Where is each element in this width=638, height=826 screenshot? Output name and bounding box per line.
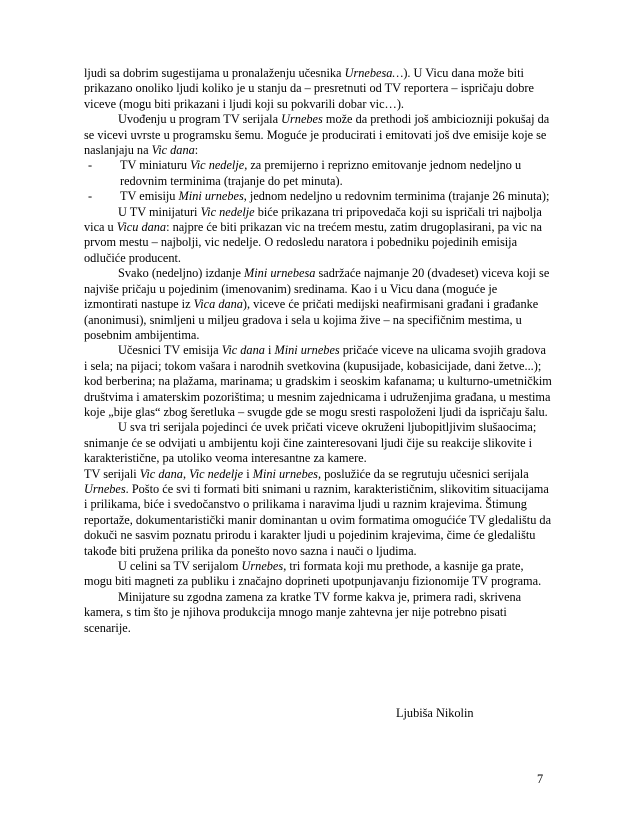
italic-title-text: Vic nedelje (190, 158, 245, 173)
list-dash-marker: - (88, 158, 93, 173)
italic-title-text: Vic dana (151, 143, 195, 158)
text-run: TV serijali (84, 466, 140, 481)
text-run: pričaće viceve na ulicama svojih gradova i sela; na pijaci; tokom vašara i narodnih svetkovina (kupusijade, kobasicijade, dani žetve...); kod berberina; na plažama, marinama; u gradskim i seoskim kafanama; u kulturno-umetničkim društvima i amaterskim pozorištima; u mesnim zajednicama i udruženjima građana, u mestima koje „bije glas“ zbog šeretluka – svugde gde se mogu sresti raspoloženi ljudi da ispričaju šalu. (84, 343, 552, 419)
italic-title-text: Vic nedelje (189, 466, 244, 481)
italic-title-text: Vic dana (139, 466, 183, 481)
text-run: biće prikazana tri pripovedača koji su ispričali tri najbolja vica u (84, 204, 542, 235)
paragraph (84, 266, 552, 343)
text-run: Svako (nedeljno) izdanje (118, 266, 245, 281)
text-run: : (194, 143, 199, 158)
italic-title-text: Urnebes (281, 112, 323, 127)
text-run: TV miniaturu (120, 158, 191, 173)
text-run: i (243, 466, 253, 481)
text-run: poslužiće da se regrutuju učesnici serijala (321, 466, 529, 481)
paragraph (84, 590, 552, 636)
text-run: Minijature su zgodna zamena za kratke TV forme kakva je, primera radi, skrivena kamera, s tim što je njihova produkcija mnogo manje zahtevna jer nije potrebno pisati scenarije. (84, 589, 522, 635)
italic-title-text: Urnebes (241, 559, 284, 573)
paragraphs-before (84, 66, 552, 158)
list-dash-marker: - (88, 189, 93, 204)
italic-title-text: Vica dana (193, 297, 243, 312)
text-run: , tri formata koji mu prethode, a kasnije ga prate, mogu biti magneti za publiku i značajno doprineti upotpunjavanju fizionomije TV programa. (84, 559, 542, 589)
italic-title-text: Urnebesa… (344, 66, 404, 80)
text-run: može da prethodi još ambiciozniji pokušaj da se vicevi uvrste u programsku šemu. Moguće je producirati i emitovati još dve emisije koje se naslanjaju na (84, 112, 550, 158)
text-run: sadržaće najmanje 20 (dvadeset) viceva koji se najviše pričaju u pojedinim (imenovanim) sredinama. Kao i u Vicu dana (moguće je izmontirati nastupe iz (84, 266, 550, 312)
text-run: , (182, 466, 190, 481)
paragraph (84, 559, 552, 590)
text-run: . Pošto će svi ti formati biti snimani u raznim, karakterističnim, slikovitim situacijama i prilikama, biće i svedočanstvo o prilikama i naravima ljudi u raznim krajevima. Štimung reportaže, dokumentaristički manir dominantan u ovim formatima omogućiće TV gledalištu da dokuči ne sasvim poznatu prirodu i karakter ljudi u pojedinim krajevima, čime će gledalištu takođe biti pružena prilika da ponešto novo sazna i nauči o ljudima. (84, 481, 552, 558)
text-run: , za premijerno i reprizno emitovanje jednom nedeljno u redovnim terminima (trajanje do pet minuta). (120, 158, 522, 188)
list-item (84, 189, 552, 204)
text-run: ). U Vicu dana može biti prikazano onoliko ljudi koliko je u stanju da – presretnuti od TV reportera – ispričaju dobre viceve (mogu biti prikazani i ljudi koji su pokvarili dobar vic…). (84, 66, 534, 111)
text-run: ljudi sa dobrim sugestijama u pronalaženju učesnika (84, 66, 345, 80)
list-item (84, 158, 552, 189)
text-run: : najpre će biti prikazan vic na trećem mestu, zatim drugoplasirani, pa vic na prvom mestu – najbolji, vic nedelje. O redosledu naratora i pobedniku pojedinih emisija odlučiće producent. (84, 220, 543, 265)
paragraph (84, 205, 552, 267)
emission-list (84, 158, 552, 204)
italic-title-text: Urnebes (84, 481, 126, 496)
italic-title-text: Mini urnebes (274, 343, 340, 358)
text-run: ), viceve će pričati medijski neafirmisani građani i građanke (anonimusi), snimljeni u miljeu gradova i sela u kojima žive – na specifičnim mestima, u posebnim ambijentima. (84, 297, 539, 342)
paragraph (84, 66, 552, 112)
italic-title-text: Mini urnebesa (244, 266, 316, 281)
paragraph (84, 112, 552, 158)
italic-title-text: Vic dana (221, 343, 265, 358)
italic-title-text: Mini urnebes (178, 189, 244, 204)
text-run: U sva tri serijala pojedinci će uvek pričati viceve okruženi ljubopitljivim slušaocima; snimanje će se odvijati u ambijentu koji čine zainteresovani ljudi čije su reakcije slikovite i karakteristične, pa utoliko veoma interesantne za kamere. (84, 420, 537, 466)
author-signature: Ljubiša Nikolin (396, 706, 474, 720)
text-run: Učesnici TV emisija (118, 343, 222, 358)
italic-title-text: Mini urnebes, (252, 466, 322, 481)
paragraph (84, 343, 552, 420)
text-run: Uvođenju u program TV serijala (118, 112, 282, 127)
paragraph (84, 420, 552, 466)
text-run: , jednom nedeljno u redovnim terminima (trajanje 26 minuta); (243, 189, 550, 204)
paragraph (84, 467, 552, 559)
italic-title-text: Vic nedelje (200, 204, 255, 219)
text-run: U celini sa TV serijalom (118, 559, 242, 573)
italic-title-text: Vicu dana (116, 220, 167, 235)
text-run: i (264, 343, 275, 358)
text-run: TV emisiju (120, 189, 179, 204)
page-number: 7 (537, 772, 544, 786)
paragraphs-after (84, 205, 552, 636)
document-body (84, 66, 552, 636)
text-run: U TV minijaturi (118, 204, 201, 219)
